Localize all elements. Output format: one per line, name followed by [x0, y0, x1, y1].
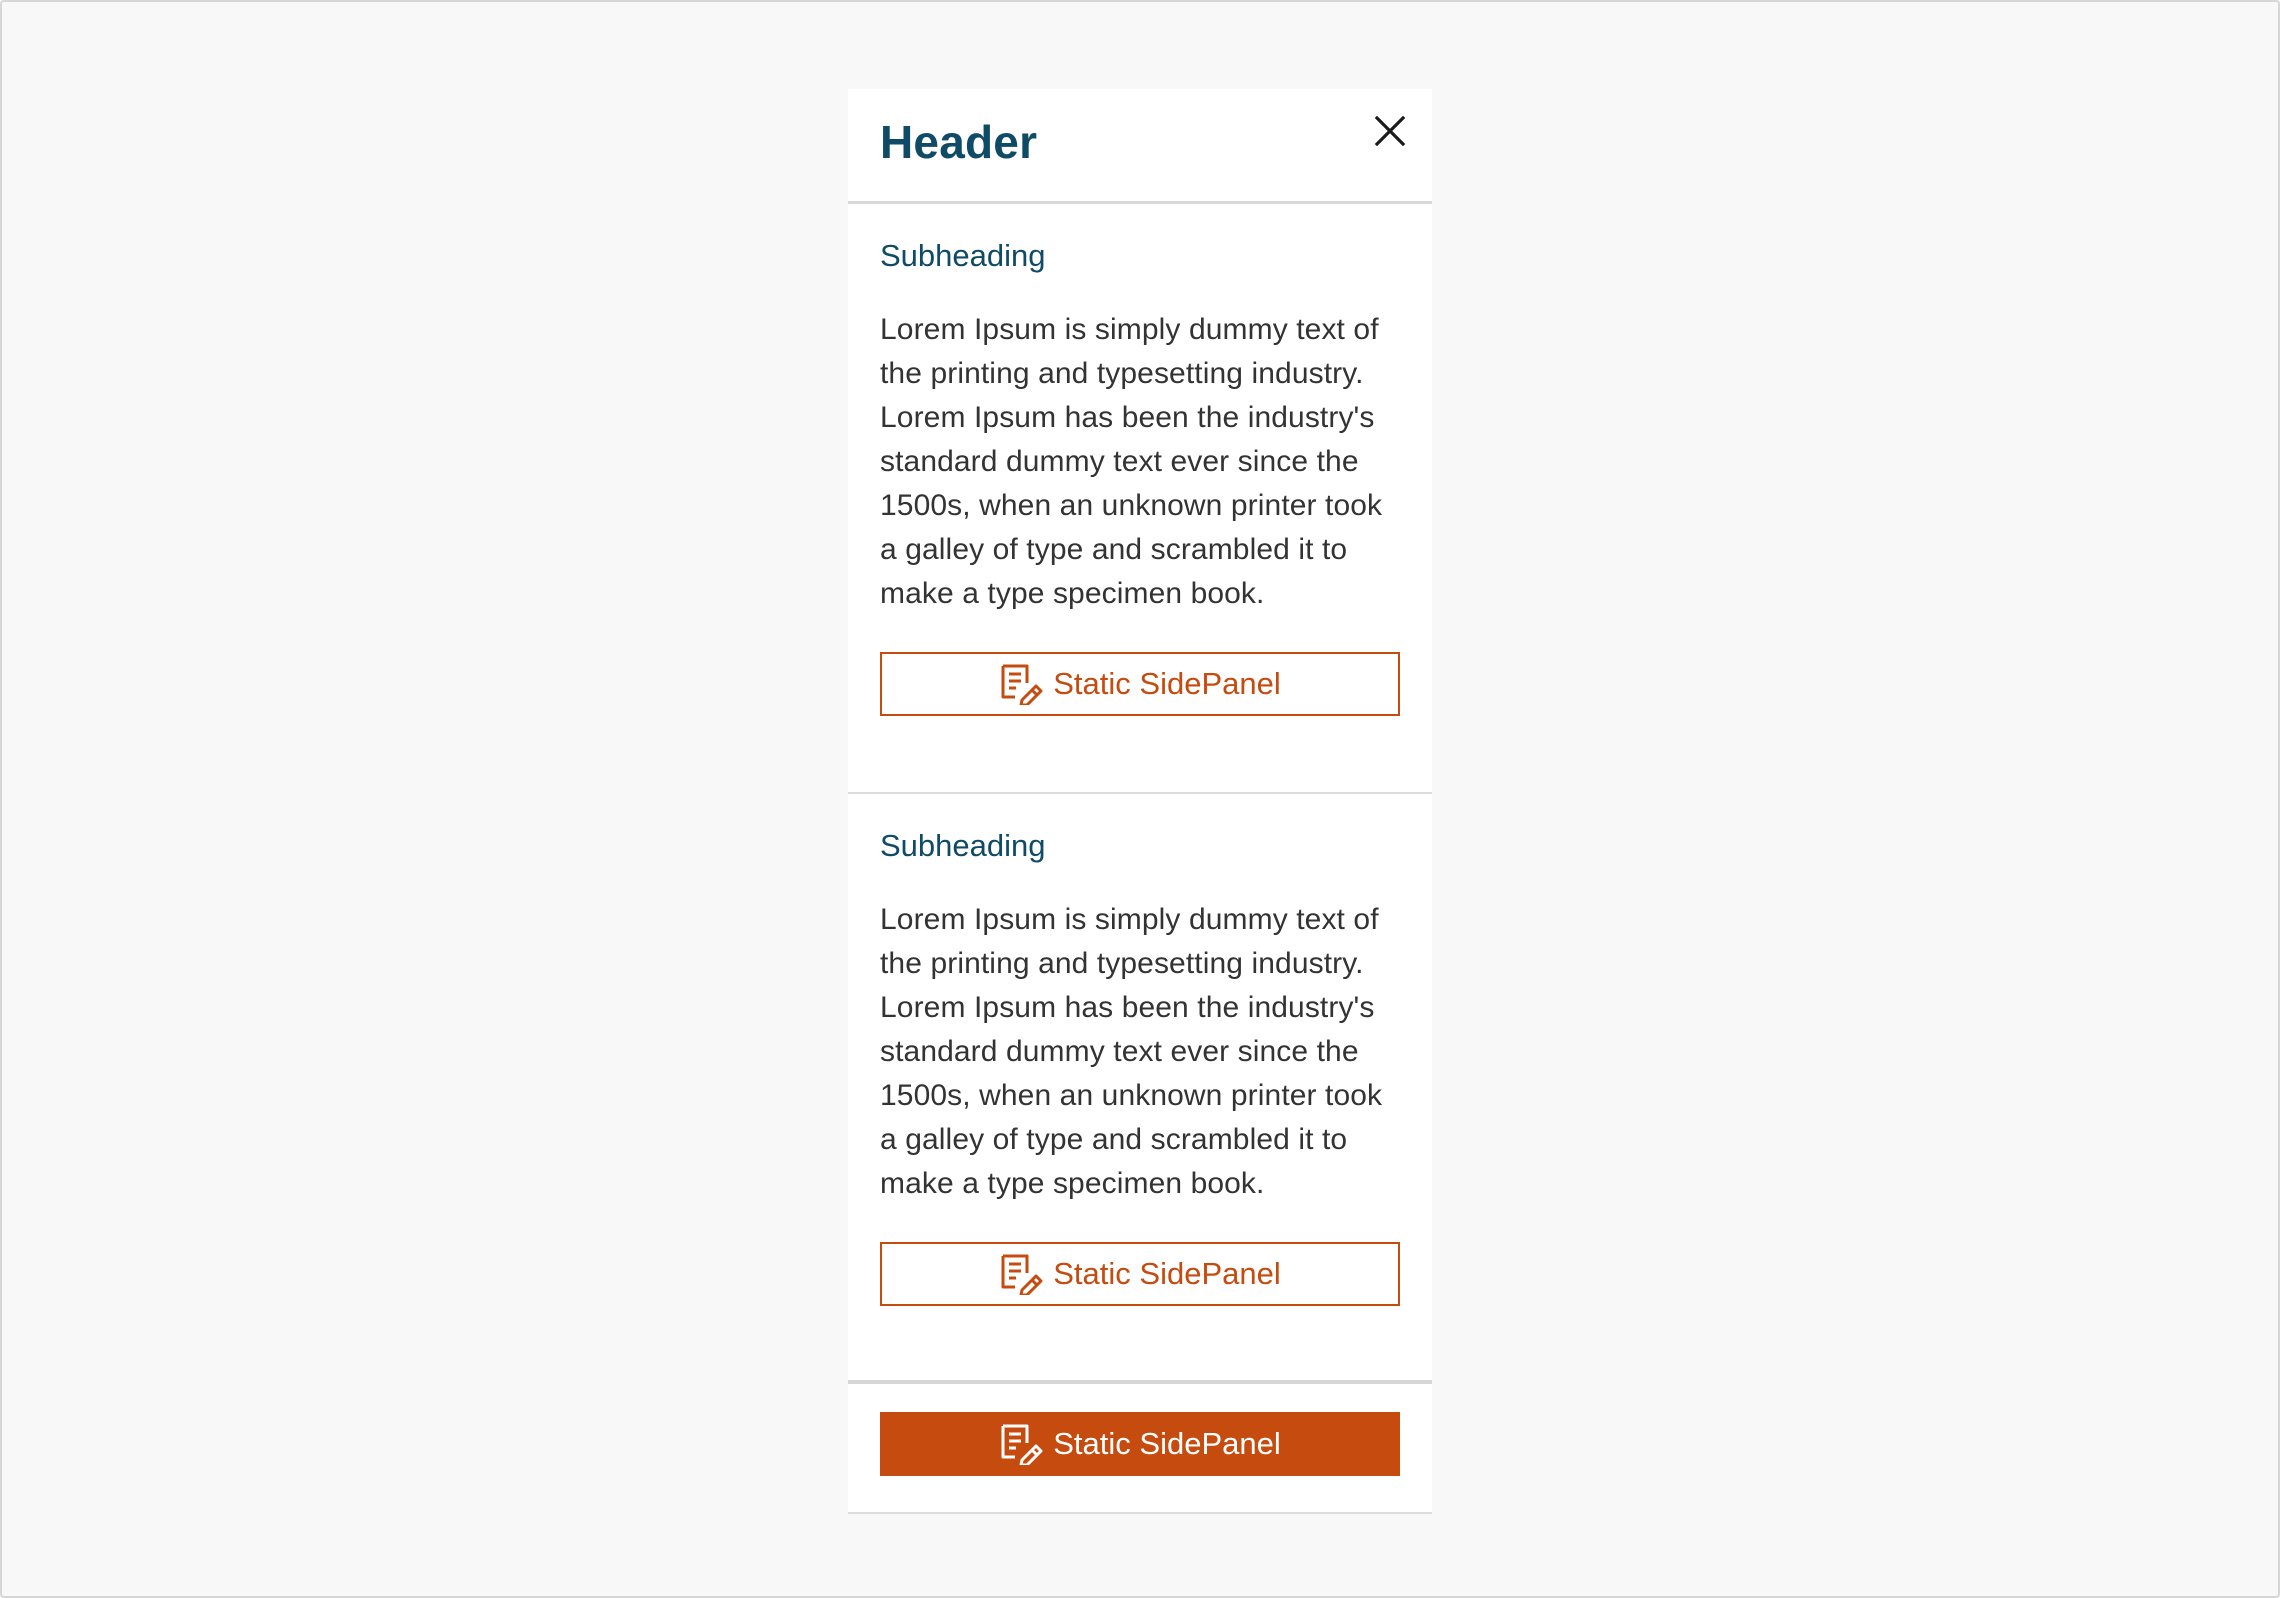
- button-label: Static SidePanel: [1053, 1256, 1281, 1292]
- section-body-text: Lorem Ipsum is simply dummy text of the printing and typesetting industry. Lorem Ipsum has been the industry's standard dummy text ever since the 1500s, when an unknown printer took a galley of type and scrambled it to make a type specimen book.: [880, 313, 1383, 611]
- static-sidepanel-button[interactable]: [880, 1242, 1400, 1306]
- document-edit-icon: [999, 1423, 1045, 1465]
- section-subheading: Subheading: [880, 828, 1046, 863]
- panel-footer: [848, 1384, 1432, 1514]
- button-label: Static SidePanel: [1053, 666, 1281, 702]
- section-subheading: Subheading: [880, 238, 1046, 273]
- button-label: Static SidePanel: [1053, 1426, 1281, 1461]
- static-sidepanel-primary-button[interactable]: [880, 1412, 1400, 1476]
- static-sidepanel-button[interactable]: [880, 652, 1400, 716]
- document-edit-icon: [999, 663, 1045, 705]
- close-icon: [1370, 111, 1410, 151]
- side-panel: [848, 89, 1432, 1514]
- document-edit-icon: [999, 1253, 1045, 1295]
- panel-section-1: [848, 204, 1432, 794]
- close-button[interactable]: [1370, 111, 1410, 151]
- panel-section-2: [848, 794, 1432, 1384]
- panel-header: [848, 89, 1432, 204]
- section-body-text: Lorem Ipsum is simply dummy text of the printing and typesetting industry. Lorem Ipsum has been the industry's standard dummy text ever since the 1500s, when an unknown printer took a galley of type and scrambled it to make a type specimen book.: [880, 903, 1383, 1201]
- panel-title: Header: [880, 116, 1038, 168]
